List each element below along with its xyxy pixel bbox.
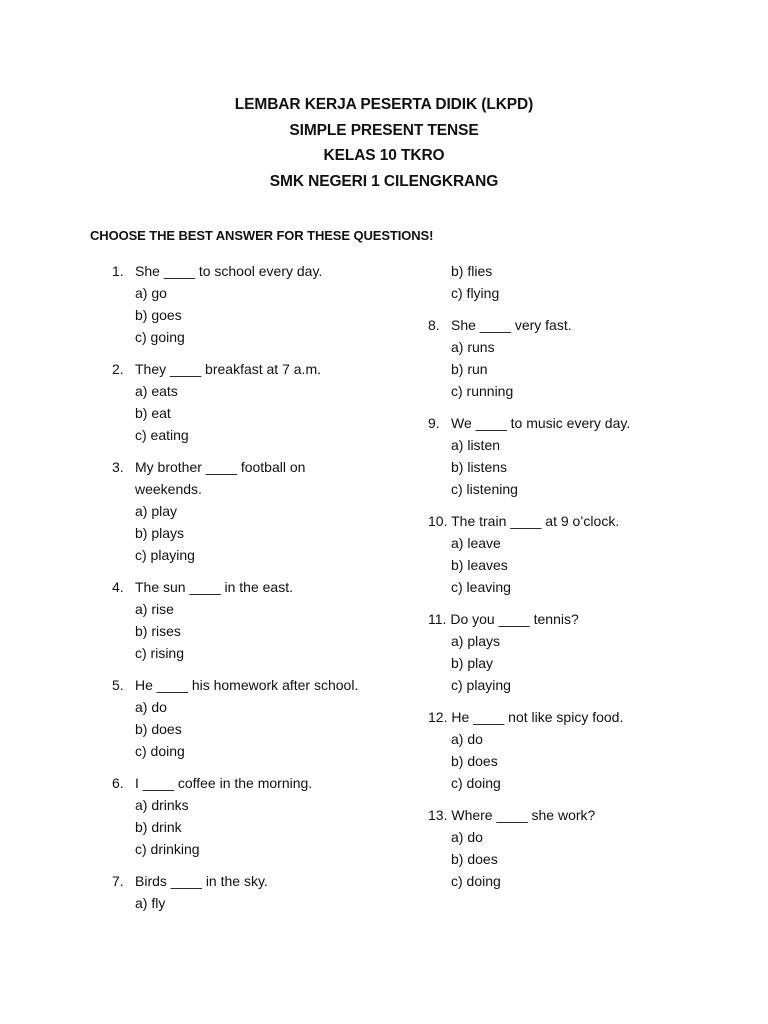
question-7-continued [428, 260, 748, 304]
option-c: c) rising [135, 645, 185, 661]
option-b: b) does [451, 851, 498, 867]
option-c: c) drinking [135, 841, 200, 857]
question-number: 5. [112, 677, 124, 693]
question-line [428, 608, 748, 630]
option-c: c) playing [135, 547, 195, 563]
option-a: a) eats [135, 383, 178, 399]
question-number: 13. [428, 807, 448, 823]
question-line [428, 804, 748, 826]
question-6 [112, 772, 432, 860]
worksheet-class: KELAS 10 TKRO [323, 147, 445, 165]
option-c: c) going [135, 329, 185, 345]
question-4 [112, 576, 432, 664]
worksheet-header [0, 92, 768, 195]
question-text: He ____ his homework after school. [135, 677, 359, 693]
option-c: c) leaving [451, 579, 511, 595]
option-a: a) play [135, 503, 178, 519]
option-a: a) leave [451, 535, 501, 551]
question-column-right [428, 260, 748, 902]
question-8 [428, 314, 748, 402]
question-7 [112, 870, 432, 914]
option-b: b) goes [135, 307, 182, 323]
option-a: a) do [135, 699, 167, 715]
question-number: 12. [428, 709, 448, 725]
option-b: b) eat [135, 405, 171, 421]
question-number: 10. [428, 513, 448, 529]
option-c: c) playing [451, 677, 511, 693]
question-text: Where ____ she work? [451, 807, 596, 823]
question-text: She ____ to school every day. [135, 263, 323, 279]
option-b: b) does [451, 753, 498, 769]
question-text: She ____ very fast. [451, 317, 572, 333]
option-a: a) listen [451, 437, 501, 453]
question-number: 3. [112, 459, 124, 475]
question-11 [428, 608, 748, 696]
option-b: b) flies [451, 263, 493, 279]
option-b: b) leaves [451, 557, 508, 573]
question-text: I ____ coffee in the morning. [135, 775, 313, 791]
question-number: 6. [112, 775, 124, 791]
question-text: My brother ____ football on weekends. [135, 459, 306, 497]
option-c: c) flying [451, 285, 500, 301]
option-c: c) doing [451, 873, 501, 889]
option-c: c) doing [451, 775, 501, 791]
option-a: a) do [451, 829, 483, 845]
option-b: b) listens [451, 459, 508, 475]
option-a: a) plays [451, 633, 501, 649]
option-b: b) play [451, 655, 494, 671]
question-5 [112, 674, 432, 762]
question-text: They ____ breakfast at 7 a.m. [135, 361, 321, 377]
option-b: b) plays [135, 525, 185, 541]
question-2 [112, 358, 432, 446]
worksheet-title: LEMBAR KERJA PESERTA DIDIK (LKPD) [234, 96, 534, 113]
question-number: 7. [112, 873, 124, 889]
question-10 [428, 510, 748, 598]
option-a: a) rise [135, 601, 174, 617]
question-number: 2. [112, 361, 124, 377]
option-b: b) drink [135, 819, 182, 835]
option-c: c) listening [451, 481, 518, 497]
option-a: a) drinks [135, 797, 189, 813]
question-text: The train ____ at 9 o’clock. [451, 513, 620, 529]
option-c: c) running [451, 383, 514, 399]
question-number: 9. [428, 415, 440, 431]
question-line [428, 706, 748, 728]
question-3 [112, 456, 432, 566]
option-b: b) does [135, 721, 182, 737]
option-b: b) rises [135, 623, 181, 639]
option-b: b) run [451, 361, 488, 377]
question-text: The sun ____ in the east. [135, 579, 293, 595]
worksheet-topic: SIMPLE PRESENT TENSE [289, 121, 479, 139]
question-text: We ____ to music every day. [451, 415, 631, 431]
question-number: 4. [112, 579, 124, 595]
option-a: a) do [451, 731, 483, 747]
question-column-left [112, 260, 432, 924]
question-13 [428, 804, 748, 892]
option-a: a) runs [451, 339, 495, 355]
question-12 [428, 706, 748, 794]
option-a: a) go [135, 285, 167, 301]
question-number: 8. [428, 317, 440, 333]
option-a: a) fly [135, 895, 166, 911]
question-line [428, 510, 748, 532]
question-text: Birds ____ in the sky. [135, 873, 268, 889]
question-text: Do you ____ tennis? [450, 611, 579, 627]
question-number: 11. [428, 611, 447, 627]
question-number: 1. [112, 263, 124, 279]
instruction-text: CHOOSE THE BEST ANSWER FOR THESE QUESTIONS! [90, 228, 434, 243]
question-1 [112, 260, 432, 348]
worksheet-school: SMK NEGERI 1 CILENGKRANG [269, 173, 499, 191]
option-c: c) eating [135, 427, 189, 443]
question-9 [428, 412, 748, 500]
question-text: He ____ not like spicy food. [451, 709, 624, 725]
option-c: c) doing [135, 743, 185, 759]
